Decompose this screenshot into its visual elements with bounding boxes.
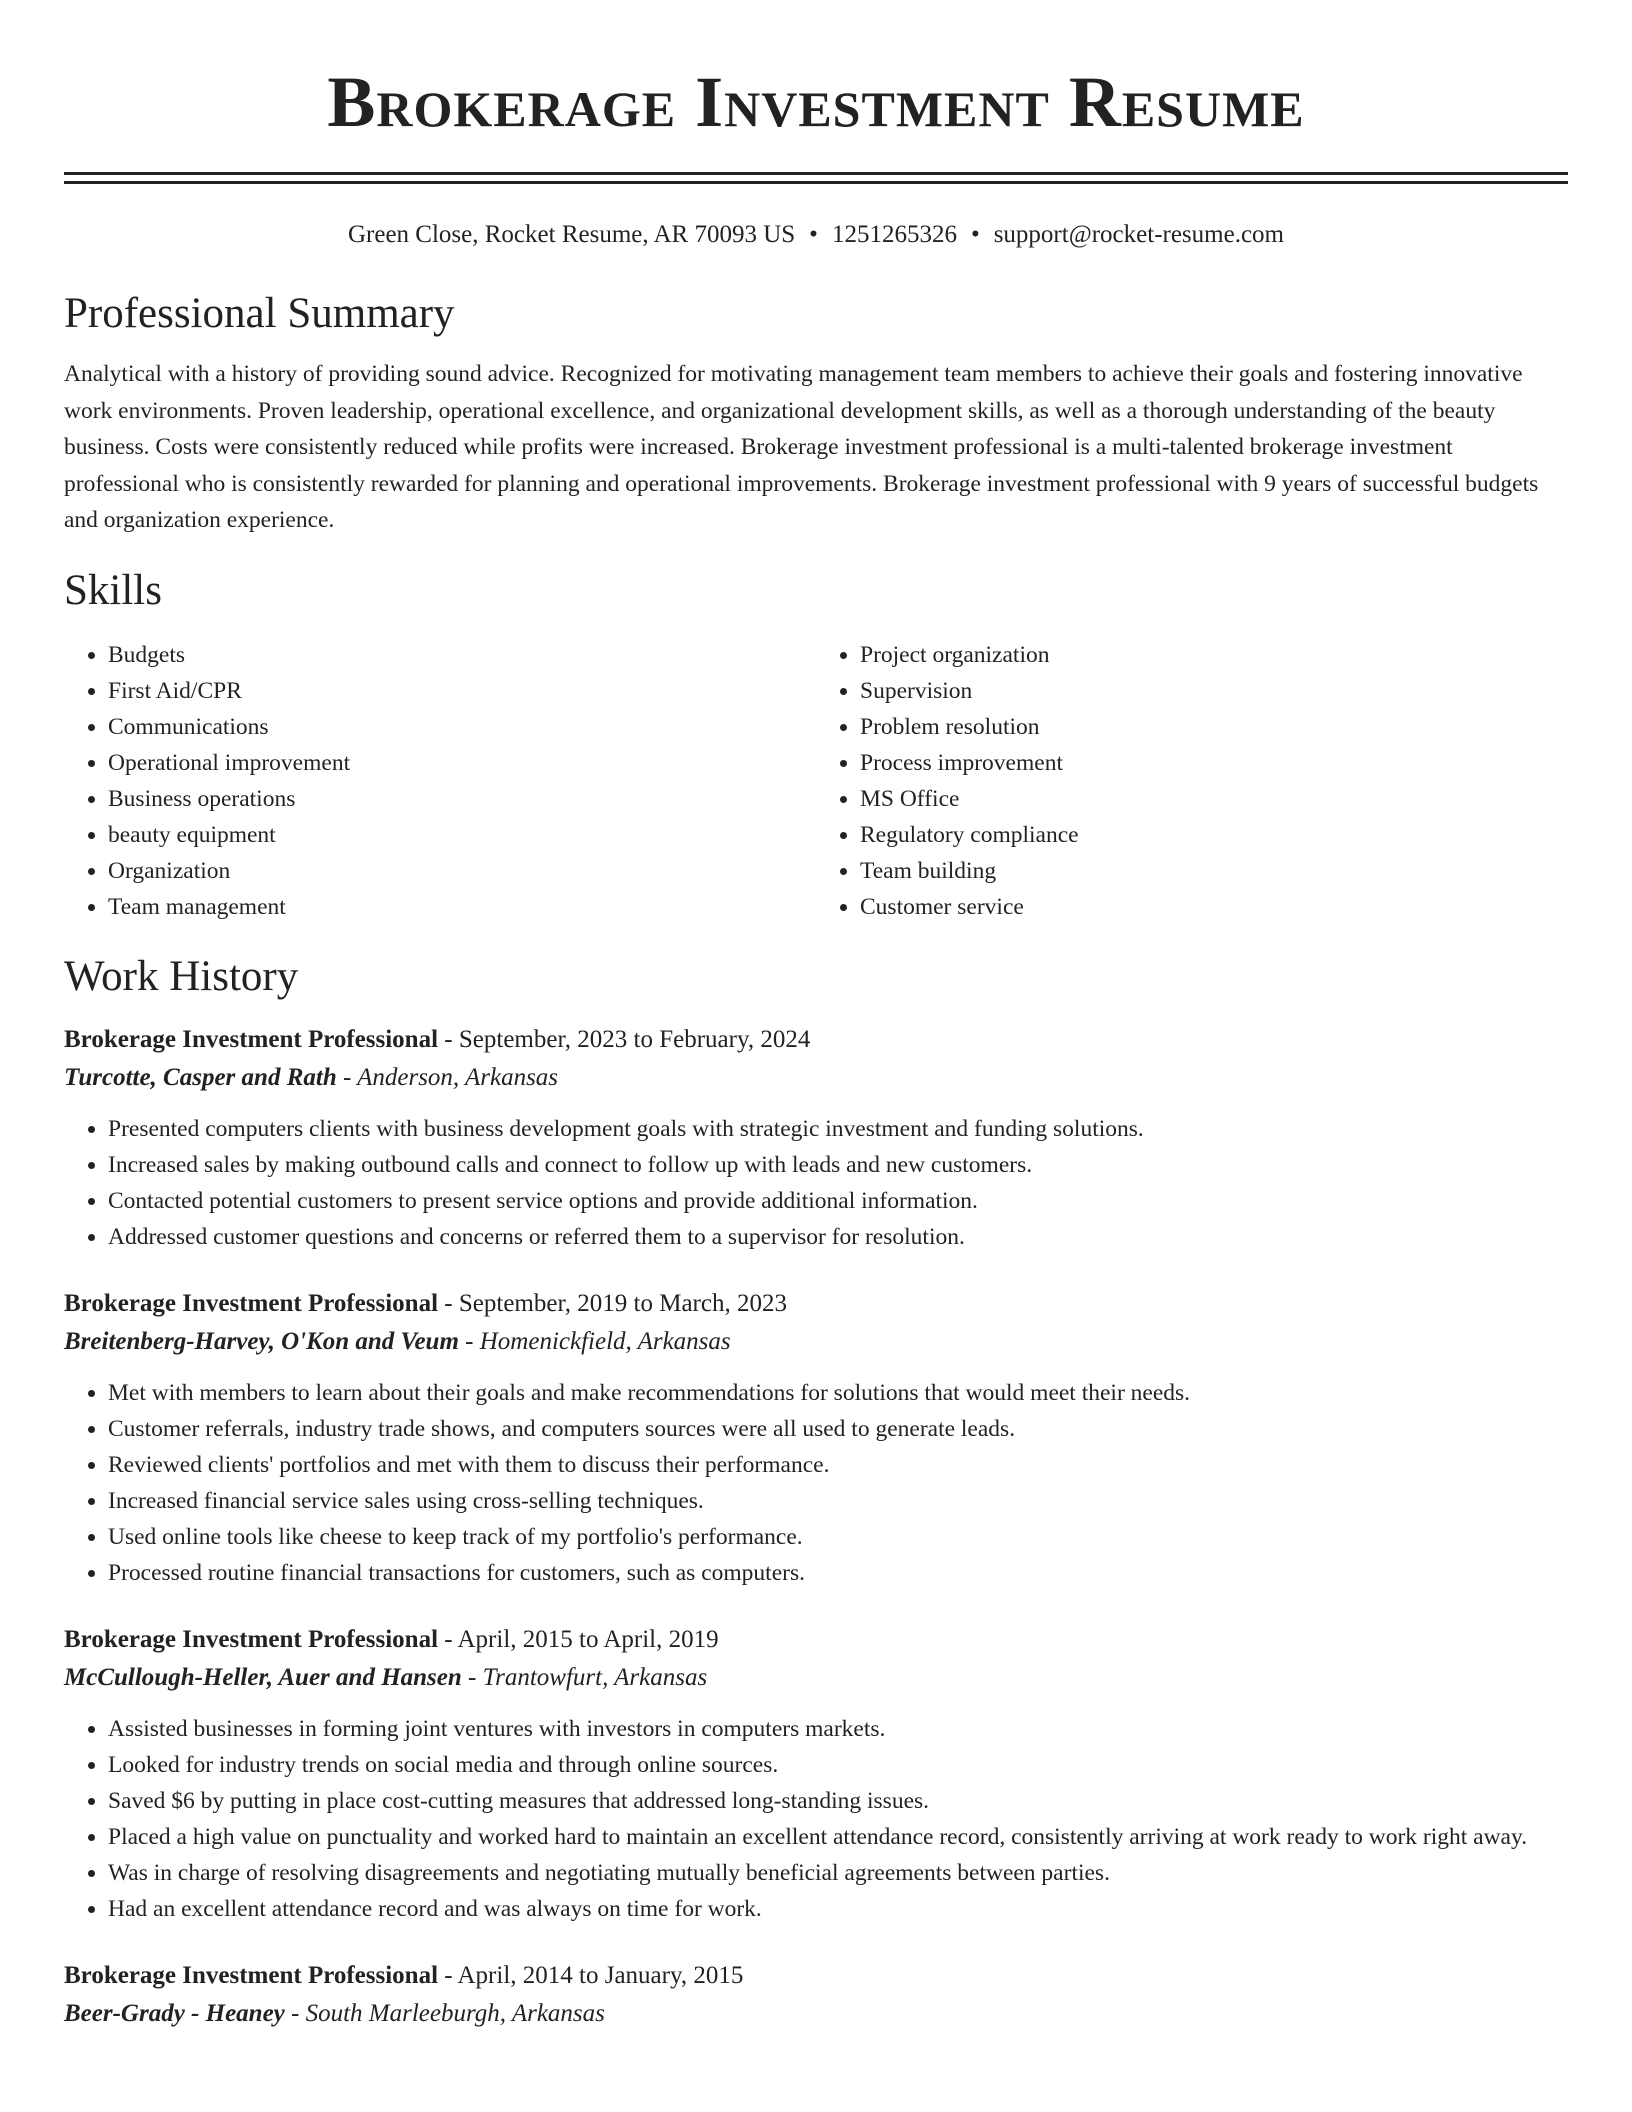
- job-bullet: • Used online tools like cheese to keep track of my portfolio's performance.: [108, 1519, 1568, 1555]
- job-company: Beer-Grady - Heaney: [64, 1999, 285, 2027]
- skill-item: • Customer service: [860, 889, 1568, 925]
- job-dates: April, 2014 to January, 2015: [457, 1961, 744, 1989]
- job-entry: [64, 1957, 1568, 2033]
- skill-item: • Communications: [108, 709, 816, 745]
- job-entry: [64, 1621, 1568, 1927]
- job-bullet: • Saved $6 by putting in place cost-cutting measures that addressed long-standing issues.: [108, 1783, 1568, 1819]
- job-location: Trantowfurt, Arkansas: [482, 1663, 708, 1691]
- job-title: Brokerage Investment Professional: [64, 1289, 439, 1317]
- job-bullet: • Assisted businesses in forming joint ventures with investors in computers markets.: [108, 1711, 1568, 1747]
- job-title-line: Brokerage Investment Professional - September, 2023 to February, 2024: [64, 1025, 811, 1053]
- contact-line: [64, 220, 1568, 250]
- skill-item: • MS Office: [860, 781, 1568, 817]
- resume-title: Brokerage Investment Resume: [327, 62, 1305, 142]
- job-bullet: • Increased financial service sales using cross-selling techniques.: [108, 1483, 1568, 1519]
- job-location: Homenickfield, Arkansas: [479, 1327, 731, 1355]
- skill-item: • Supervision: [860, 673, 1568, 709]
- skill-item: • Organization: [108, 853, 816, 889]
- skill-item: • First Aid/CPR: [108, 673, 816, 709]
- skills-column-left: [64, 637, 816, 925]
- job-dates: September, 2023 to February, 2024: [458, 1025, 811, 1053]
- job-company-line: Beer-Grady - Heaney - South Marleeburgh, Arkansas: [64, 1999, 605, 2027]
- job-dates: September, 2019 to March, 2023: [458, 1289, 787, 1317]
- job-bullet: • Reviewed clients' portfolios and met with them to discuss their performance.: [108, 1447, 1568, 1483]
- job-bullet: • Customer referrals, industry trade shows, and computers sources were all used to generate leads.: [108, 1411, 1568, 1447]
- contact-separator: •: [970, 221, 980, 248]
- job-title: Brokerage Investment Professional: [64, 1025, 439, 1053]
- job-company: Breitenberg-Harvey, O'Kon and Veum: [64, 1327, 459, 1355]
- job-bullet: • Was in charge of resolving disagreements and negotiating mutually beneficial agreements between parties.: [108, 1855, 1568, 1891]
- job-bullets: [64, 1111, 1568, 1255]
- skill-item: • Team building: [860, 853, 1568, 889]
- job-bullet: • Had an excellent attendance record and was always on time for work.: [108, 1891, 1568, 1927]
- job-company-line: Breitenberg-Harvey, O'Kon and Veum - Homenickfield, Arkansas: [64, 1327, 731, 1355]
- job-bullets: [64, 1711, 1568, 1927]
- job-entry: [64, 1021, 1568, 1255]
- skill-item: • Business operations: [108, 781, 816, 817]
- skill-item: • Operational improvement: [108, 745, 816, 781]
- skill-item: • Project organization: [860, 637, 1568, 673]
- summary-text: Analytical with a history of providing sound advice. Recognized for motivating management team members to achieve their goals and fostering innovative work environments. Proven leadership, operational excellence, and organizational development skills, as well as a thorough understanding of the beauty business. Costs were consistently reduced while profits were increased. Brokerage investment professional is a multi-talented brokerage investment professional who is consistently rewarded for planning and operational improvements. Brokerage investment professional with 9 years of successful budgets and organization experience.: [64, 361, 1539, 533]
- job-bullet: • Increased sales by making outbound calls and connect to follow up with leads and new customers.: [108, 1147, 1568, 1183]
- job-company: McCullough-Heller, Auer and Hansen: [64, 1663, 462, 1691]
- title-divider: [64, 172, 1568, 184]
- job-bullet: • Presented computers clients with business development goals with strategic investment and funding solutions.: [108, 1111, 1568, 1147]
- job-bullet: • Contacted potential customers to present service options and provide additional information.: [108, 1183, 1568, 1219]
- job-bullet: • Met with members to learn about their goals and make recommendations for solutions that would meet their needs.: [108, 1375, 1568, 1411]
- skill-item: • beauty equipment: [108, 817, 816, 853]
- job-title: Brokerage Investment Professional: [64, 1625, 439, 1653]
- job-company-line: McCullough-Heller, Auer and Hansen - Trantowfurt, Arkansas: [64, 1663, 708, 1691]
- job-bullet: • Addressed customer questions and concerns or referred them to a supervisor for resolution.: [108, 1219, 1568, 1255]
- job-title-line: Brokerage Investment Professional - April, 2014 to January, 2015: [64, 1961, 744, 1989]
- job-location: Anderson, Arkansas: [357, 1063, 559, 1091]
- summary-heading: Professional Summary: [64, 290, 455, 337]
- skills-heading: Skills: [64, 566, 162, 614]
- job-bullets: [64, 1375, 1568, 1591]
- skills-column-right: [816, 637, 1568, 925]
- job-bullet: • Processed routine financial transactions for customers, such as computers.: [108, 1555, 1568, 1591]
- job-location: South Marleeburgh, Arkansas: [305, 1999, 605, 2027]
- job-title-line: Brokerage Investment Professional - April, 2015 to April, 2019: [64, 1625, 719, 1653]
- skill-item: • Process improvement: [860, 745, 1568, 781]
- contact-phone: 1251265326: [831, 221, 957, 248]
- skill-item: • Problem resolution: [860, 709, 1568, 745]
- skills-grid: [64, 637, 1568, 925]
- job-bullet: • Placed a high value on punctuality and worked hard to maintain an excellent attendance record, consistently arriving at work ready to work right away.: [108, 1819, 1568, 1855]
- work-history-heading: Work History: [64, 952, 299, 1000]
- contact-email: support@rocket-resume.com: [993, 221, 1284, 248]
- contact-separator: •: [809, 221, 818, 248]
- job-entry: [64, 1285, 1568, 1591]
- job-dates: April, 2015 to April, 2019: [457, 1625, 719, 1653]
- skill-item: • Team management: [108, 889, 816, 925]
- job-company-line: Turcotte, Casper and Rath - Anderson, Arkansas: [64, 1063, 559, 1091]
- contact-address: Green Close, Rocket Resume, AR 70093 US: [347, 221, 796, 248]
- skill-item: • Budgets: [108, 637, 816, 673]
- job-bullet: • Looked for industry trends on social media and through online sources.: [108, 1747, 1568, 1783]
- skill-item: • Regulatory compliance: [860, 817, 1568, 853]
- job-title: Brokerage Investment Professional: [64, 1961, 439, 1989]
- job-title-line: Brokerage Investment Professional - September, 2019 to March, 2023: [64, 1289, 787, 1317]
- job-company: Turcotte, Casper and Rath: [64, 1063, 337, 1091]
